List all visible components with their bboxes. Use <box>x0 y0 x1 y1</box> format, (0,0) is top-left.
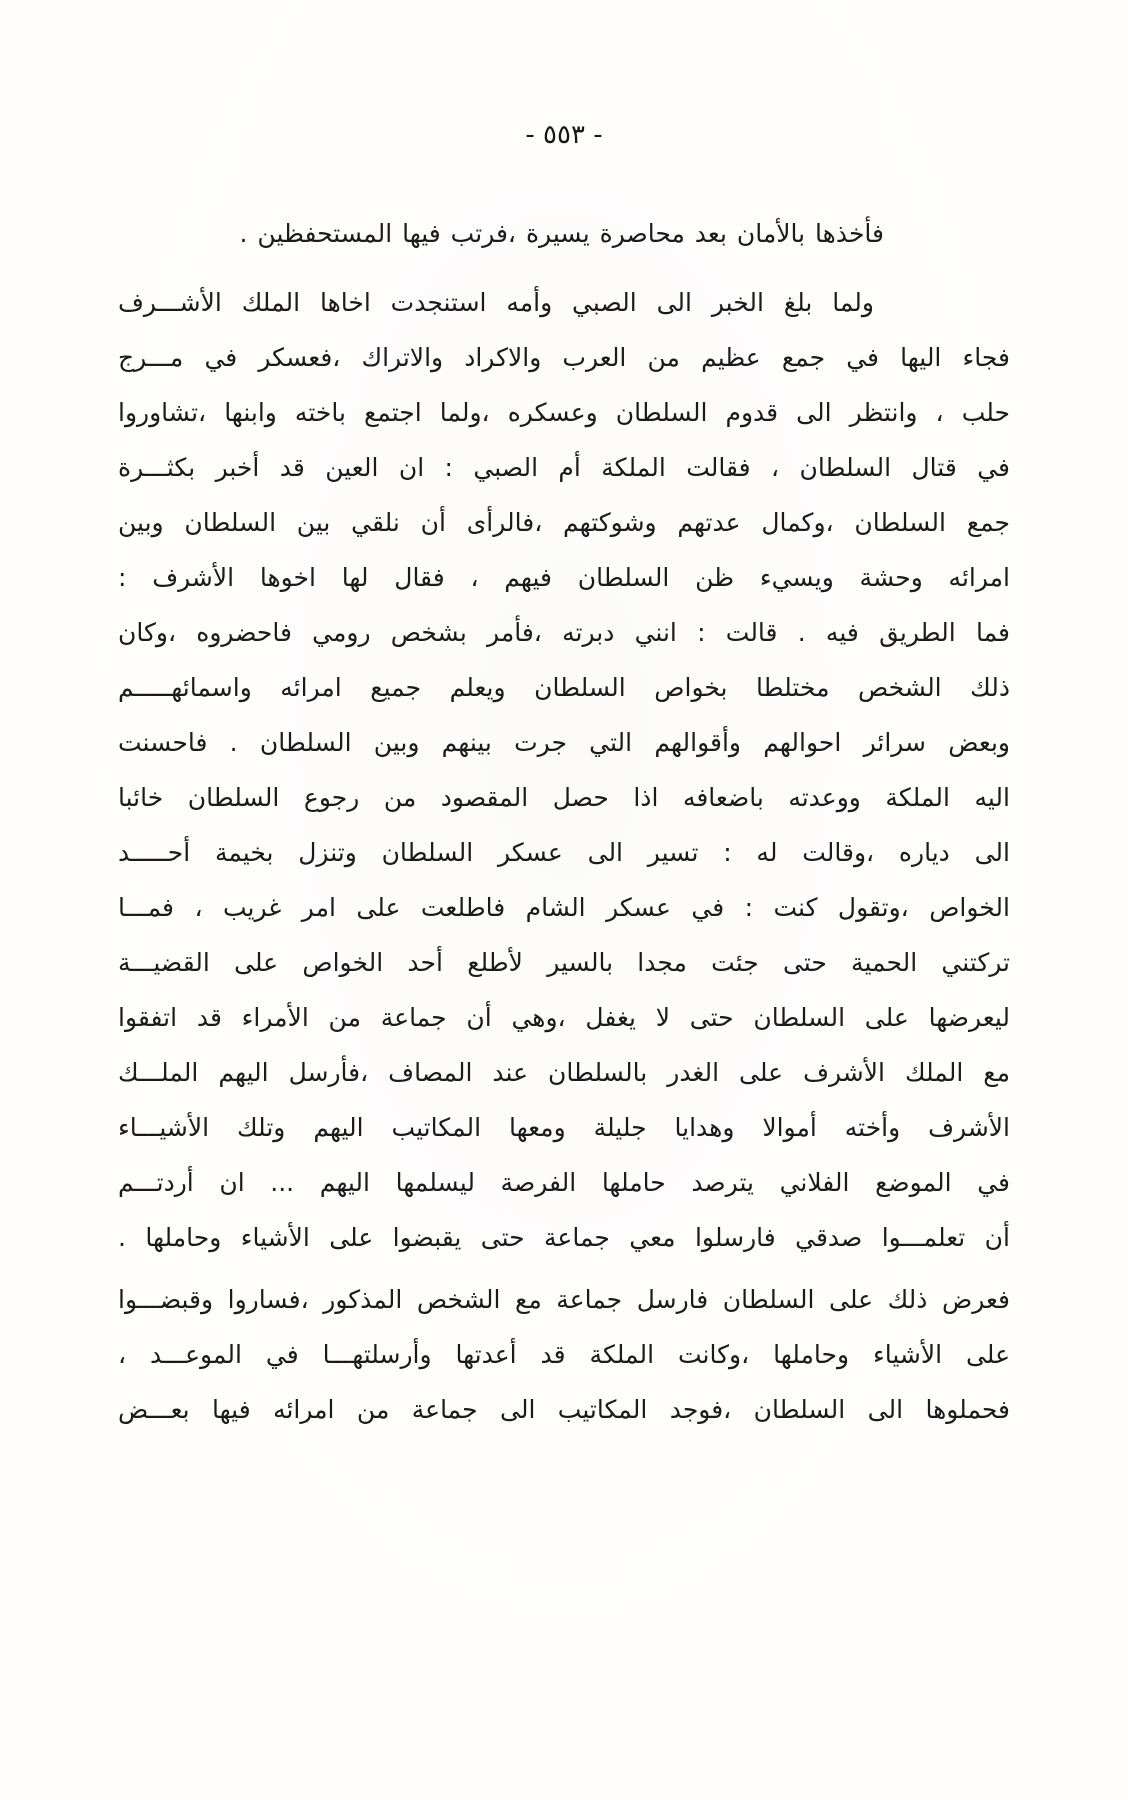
page-number: - ٥٥٣ - <box>525 120 603 150</box>
text-line: فجاء اليها في جمع عظيم من العرب والاكراد والاتراك ،فعسكر في مـــرج <box>118 343 1010 372</box>
text-line: الأشرف وأخته أموالا وهدايا جليلة ومعها المكاتيب اليهم وتلك الأشيـــاء <box>118 1113 1010 1142</box>
text-line: في الموضع الفلاني يترصد حاملها الفرصة ليسلمها اليهم ... ان أردتـــم <box>118 1168 1010 1197</box>
text-line: اليه الملكة ووعدته باضعافه اذا حصل المقصود من رجوع السلطان خائبا <box>118 783 1010 812</box>
text-line: أن تعلمـــوا صدقي فارسلوا معي جماعة حتى يقبضوا على الأشياء وحاملها . <box>118 1223 1010 1252</box>
text-line: فحملوها الى السلطان ،فوجد المكاتيب الى جماعة من امرائه فيها بعـــض <box>118 1395 1010 1424</box>
text-line: مع الملك الأشرف على الغدر بالسلطان عند المصاف ،فأرسل اليهم الملـــك <box>118 1058 1010 1087</box>
text-line: الخواص ،وتقول كنت : في عسكر الشام فاطلعت على امر غريب ، فمـــا <box>118 893 1010 922</box>
text-line: في قتال السلطان ، فقالت الملكة أم الصبي : ان العين قد أخبر بكثـــرة <box>118 453 1010 482</box>
text-line: فما الطريق فيه . قالت : انني دبرته ،فأمر بشخص رومي فاحضروه ،وكان <box>118 618 1010 647</box>
text-line: تركتني الحمية حتى جئت مجدا بالسير لأطلع أحد الخواص على القضيـــة <box>118 948 1010 977</box>
text-line: امرائه وحشة ويسيء ظن السلطان فيهم ، فقال لها اخوها الأشرف : <box>118 563 1010 592</box>
text-line: ذلك الشخص مختلطا بخواص السلطان ويعلم جميع امرائه واسمائهـــــم <box>118 673 1010 702</box>
text-line: الى دياره ،وقالت له : تسير الى عسكر السلطان وتنزل بخيمة أحـــــد <box>118 838 1010 867</box>
text-line: وبعض سرائر احوالهم وأقوالهم التي جرت بينهم وبين السلطان . فاحسنت <box>118 728 1010 757</box>
text-line: فأخذها بالأمان بعد محاصرة يسيرة ،فرتب فيها المستحفظين . <box>239 219 884 248</box>
text-line: فعرض ذلك على السلطان فارسل جماعة مع الشخص المذكور ،فساروا وقبضـــوا <box>118 1285 1010 1314</box>
text-line: حلب ، وانتظر الى قدوم السلطان وعسكره ،ولما اجتمع باخته وابنها ،تشاوروا <box>118 398 1010 427</box>
text-line: على الأشياء وحاملها ،وكانت الملكة قد أعدتها وأرسلتهـــا في الموعـــد ، <box>118 1340 1010 1369</box>
text-block <box>118 206 1010 1437</box>
text-line: ولما بلغ الخبر الى الصبي وأمه استنجدت اخاها الملك الأشـــرف <box>118 288 874 317</box>
text-line: جمع السلطان ،وكمال عدتهم وشوكتهم ،فالرأى أن نلقي بين السلطان وبين <box>118 508 1010 537</box>
text-line: ليعرضها على السلطان حتى لا يغفل ،وهي أن جماعة من الأمراء قد اتفقوا <box>118 1003 1010 1032</box>
